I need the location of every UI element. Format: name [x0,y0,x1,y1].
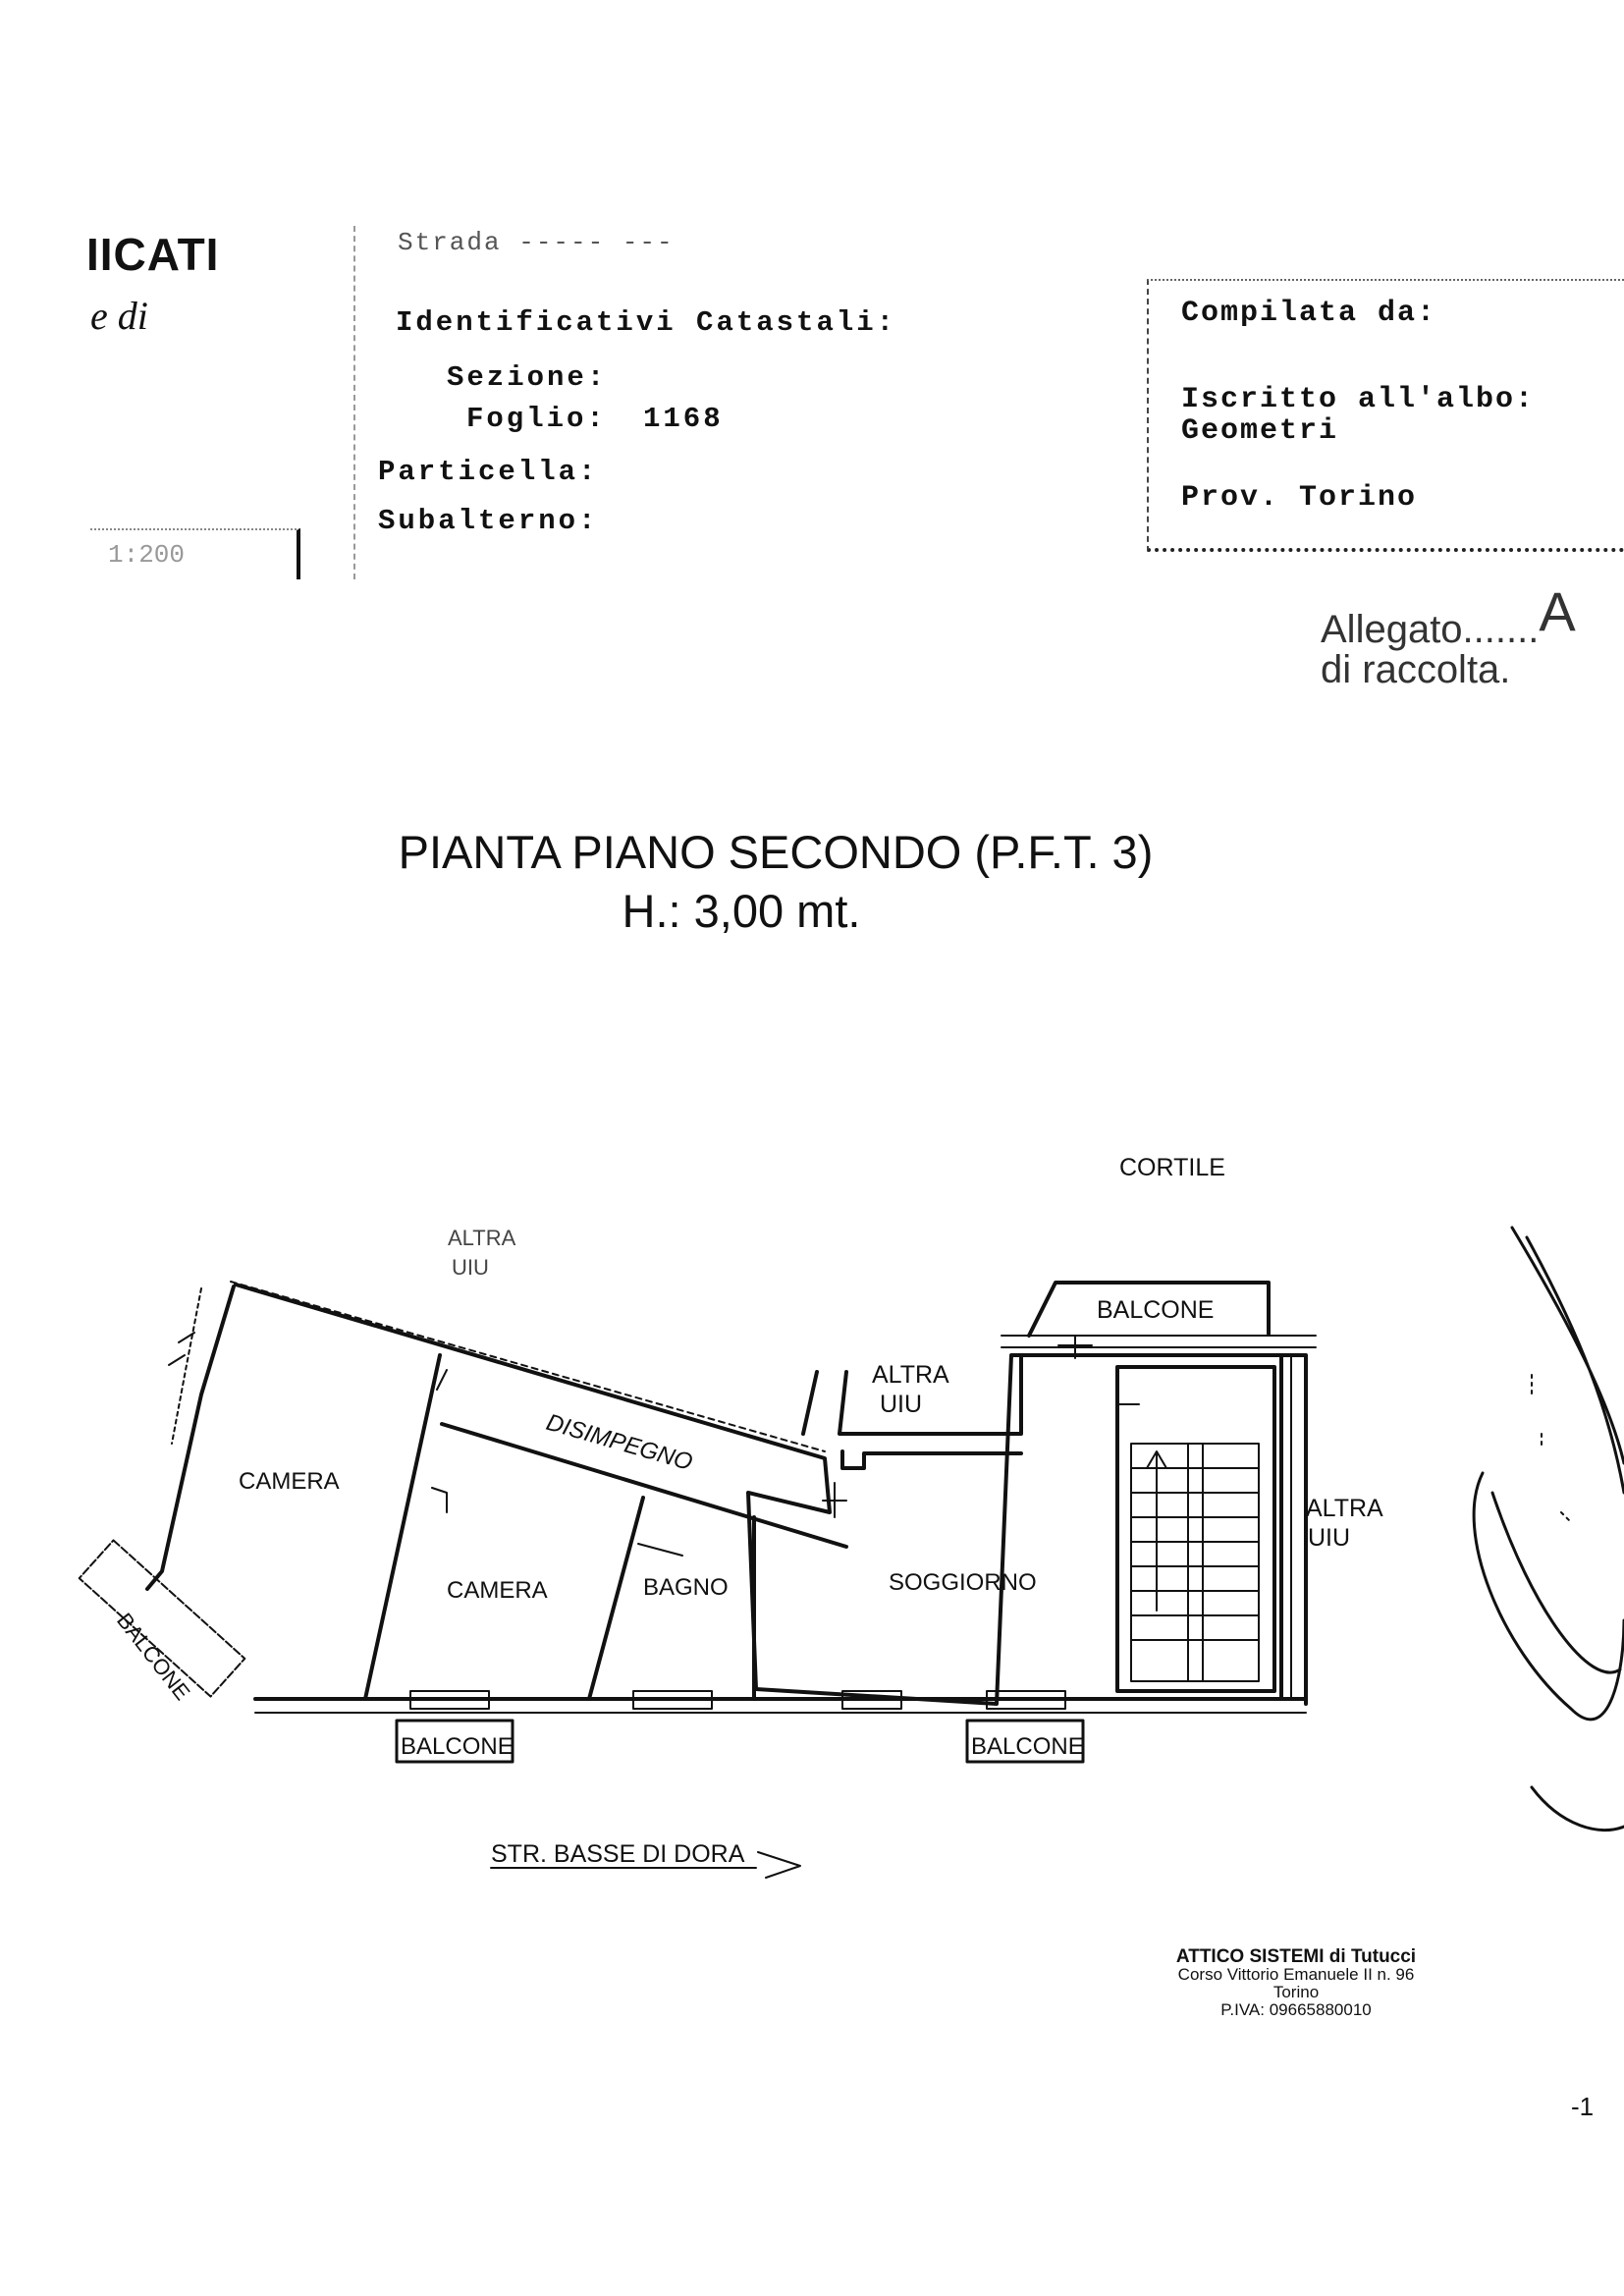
province-label: Prov. Torino [1181,481,1418,515]
firm-name: ATTICO SISTEMI di Tutucci [1175,1946,1417,1967]
stair-treads [1131,1444,1259,1681]
label-balcone-top: BALCONE [1097,1296,1215,1324]
label-altra-uiu-top-2: UIU [452,1255,489,1280]
street-name-cut: Strada ----- --- [398,228,675,257]
label-balcone-left: BALCONE [112,1608,195,1705]
label-altra-uiu-right-2: UIU [1308,1524,1351,1552]
label-altra-uiu-mid-1: ALTRA [872,1361,949,1389]
label-disimpegno: DISIMPEGNO [543,1408,696,1477]
scale-label: 1:200 [108,540,186,570]
label-altra-uiu-right-1: ALTRA [1306,1495,1383,1522]
label-cortile: CORTILE [1119,1154,1225,1181]
stair-arrow [1147,1451,1166,1611]
top-wall [1001,1336,1316,1347]
label-altra-uiu-top-1: ALTRA [448,1226,516,1250]
raccolta-label: di raccolta. [1321,648,1511,691]
label-camera-2: CAMERA [447,1577,548,1604]
page-mark: -1 [1571,2092,1595,2121]
allegato-letter: A [1539,580,1576,642]
signature-dots [1532,1375,1571,1522]
firm-vat: P.IVA: 09665880010 [1220,2000,1372,2019]
firm-stamp [1060,1948,1532,2019]
compiled-by-label: Compilata da: [1181,297,1437,330]
particella-label: Particella: [378,456,599,488]
label-balcone-bottom-1: BALCONE [401,1733,514,1760]
header-cut-title: IICATI [86,229,220,280]
wall-camera-bagno [589,1498,643,1699]
label-soggiorno: SOGGIORNO [889,1569,1037,1596]
plan-title: PIANTA PIANO SECONDO (P.F.T. 3) [398,826,1154,878]
stair-inner [1131,1444,1259,1681]
label-balcone-bottom-2: BALCONE [971,1733,1084,1760]
stair-core [1117,1367,1274,1691]
header-cut-subtitle: e di [90,294,148,338]
register-label: Iscritto all'albo: [1181,383,1536,416]
foglio-value: 1168 [643,403,724,435]
signature-scribble [1474,1228,1624,1831]
firm-address: Corso Vittorio Emanuele II n. 96 [1177,1965,1415,1984]
sezione-label: Sezione: [447,361,608,394]
allegato-text: Allegato....... [1321,608,1540,651]
label-camera-1: CAMERA [239,1468,340,1495]
wall-camera-camera [365,1355,440,1699]
label-street: STR. BASSE DI DORA [491,1840,745,1868]
foglio-label: Foglio: [466,403,607,435]
plan-height: H.: 3,00 mt. [622,885,861,937]
label-bagno: BAGNO [643,1574,729,1601]
cadastral-heading: Identificativi Catastali: [396,306,897,339]
plan-upper-wall [231,1282,825,1451]
street-arrow [758,1852,800,1878]
notch-step [842,1451,1021,1468]
label-altra-uiu-mid-2: UIU [880,1391,923,1418]
plan-left-wall [147,1286,234,1589]
profession-label: Geometri [1181,414,1339,448]
subalterno-label: Subalterno: [378,505,599,537]
firm-city: Torino [1272,1983,1320,2001]
